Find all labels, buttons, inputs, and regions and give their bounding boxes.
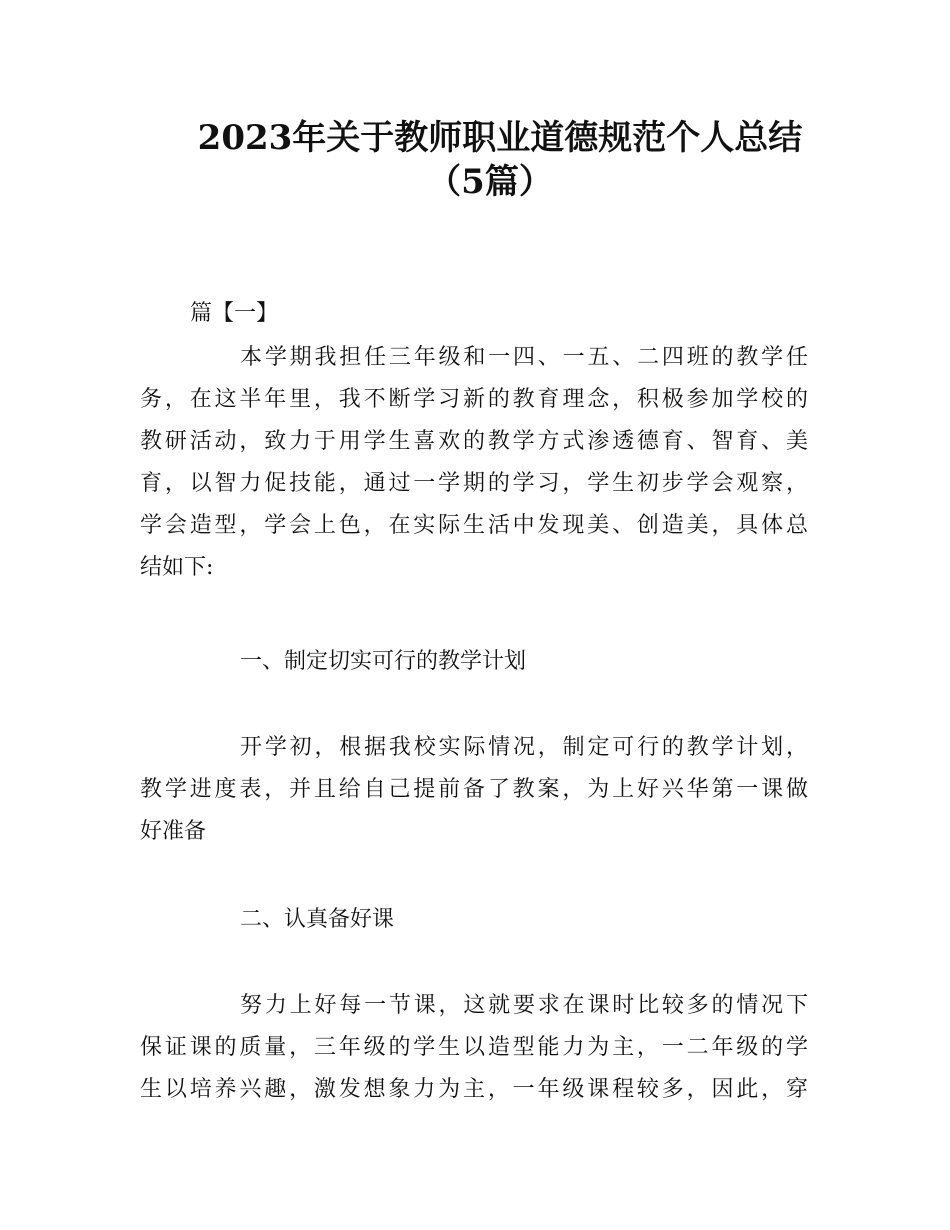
paragraph-3-line-3: 生以培养兴趣，激发想象力为主，一年级课程较多，因此，穿 (140, 1077, 808, 1102)
paragraph-1-line-1: 本学期我担任三年级和一四、一五、二四班的教学任 (240, 345, 808, 370)
paragraph-2-line-2: 教学进度表，并且给自己提前备了教案，为上好兴华第一课做 (140, 777, 808, 802)
section-heading-1: 一、制定切实可行的教学计划 (240, 649, 527, 674)
paragraph-1-line-5: 学会造型，学会上色，在实际生活中发现美、创造美，具体总 (140, 513, 808, 538)
paragraph-1-line-2: 务，在这半年里，我不断学习新的教育理念，积极参加学校的 (140, 387, 808, 412)
paragraph-2-line-3: 好准备 (140, 819, 207, 844)
section-heading-2: 二、认真备好课 (240, 907, 395, 932)
section-label: 篇【一】 (190, 301, 279, 326)
paragraph-1-line-4: 育，以智力促技能，通过一学期的学习，学生初步学会观察， (140, 471, 808, 496)
document-title-line-2: （5篇） (427, 162, 553, 202)
paragraph-3-line-1: 努力上好每一节课，这就要求在课时比较多的情况下 (240, 993, 808, 1018)
paragraph-1-line-6: 结如下: (140, 555, 214, 580)
paragraph-1-line-3: 教研活动，致力于用学生喜欢的教学方式渗透德育、智育、美 (140, 429, 808, 454)
paragraph-3-line-2: 保证课的质量，三年级的学生以造型能力为主，一二年级的学 (140, 1035, 808, 1060)
paragraph-2-line-1: 开学初，根据我校实际情况，制定可行的教学计划， (240, 735, 808, 760)
document-title-line-1: 2023年关于教师职业道德规范个人总结 (197, 118, 803, 158)
